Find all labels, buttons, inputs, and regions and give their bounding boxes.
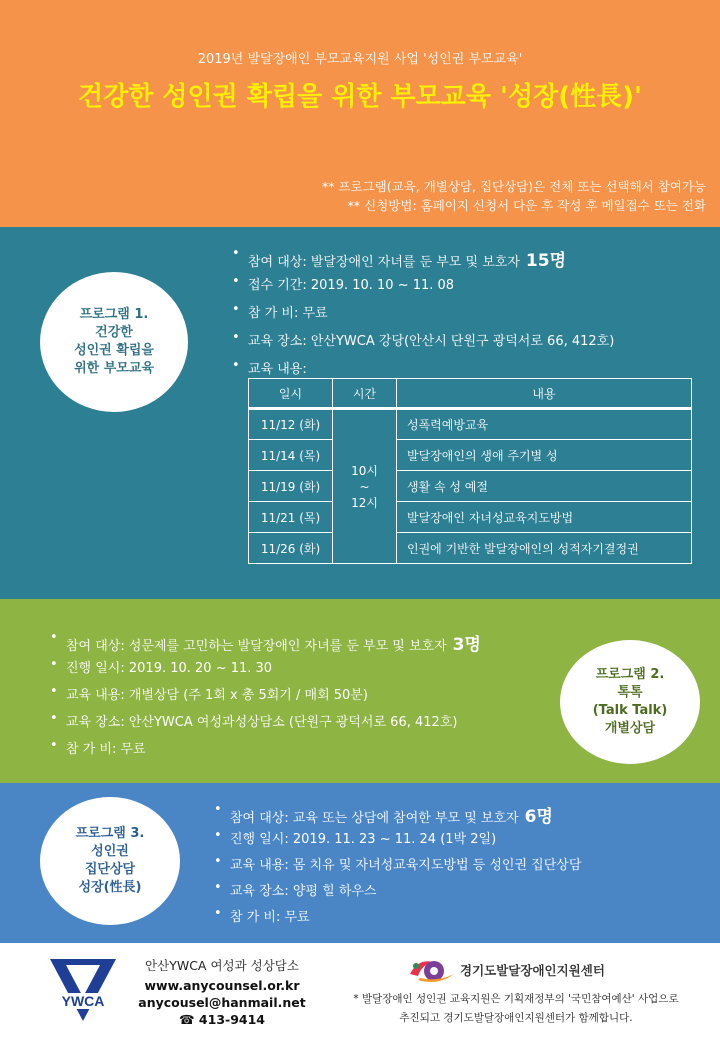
program1-item-text: • 참여 대상: 발달장애인 자녀를 둔 부모 및 보호자 bbox=[248, 255, 520, 270]
program1-circle-line: 건강한 bbox=[95, 325, 133, 340]
org-email-link[interactable]: anycousel@hanmail.net bbox=[138, 995, 306, 1010]
header-note-participation: ** 프로그램(교육, 개별상담, 집단상담)은 전체 또는 선택해서 참여가능 bbox=[321, 179, 706, 194]
table-cell-date: 11/26 (화) bbox=[249, 533, 333, 564]
program3-circle-line: 성인권 bbox=[91, 844, 129, 859]
table-cell-content: 인권에 기반한 발달장애인의 성적자기결정권 bbox=[397, 533, 692, 564]
program3-item bbox=[214, 828, 581, 854]
table-cell-date: 11/21 (목) bbox=[249, 502, 333, 533]
program2-item bbox=[50, 657, 481, 684]
table-header-row bbox=[249, 379, 692, 409]
table-row bbox=[249, 502, 692, 533]
program2-item-text: • 참여 대상: 성문제를 고민하는 발달장애인 자녀를 둔 부모 및 보호자 bbox=[66, 639, 447, 654]
program2-circle-line: 개별상담 bbox=[604, 721, 656, 736]
support-center-logo-icon bbox=[408, 954, 456, 984]
program1-item bbox=[232, 330, 614, 358]
time-line: ~ bbox=[359, 479, 370, 494]
table-cell-date: 11/12 (화) bbox=[249, 409, 333, 440]
program1-capacity: 15명 bbox=[525, 251, 567, 271]
org-website-link[interactable]: www.anycounsel.or.kr bbox=[144, 978, 300, 993]
program3-item-text: • 교육 장소: 양평 힐 하우스 bbox=[230, 884, 377, 899]
time-line: 12시 bbox=[351, 495, 378, 510]
program2-circle-line: 프로그램 2. bbox=[595, 667, 665, 682]
program3-details bbox=[214, 802, 581, 932]
program2-item-text: • 진행 일시: 2019. 10. 20 ~ 11. 30 bbox=[66, 661, 273, 676]
ywca-logo-text: YWCA bbox=[61, 993, 105, 1009]
table-row bbox=[249, 471, 692, 502]
program2-circle-line: (Talk Talk) bbox=[592, 703, 668, 718]
program3-item bbox=[214, 906, 581, 932]
program3-item-text: • 교육 내용: 몸 치유 및 자녀성교육지도방법 등 성인권 집단상담 bbox=[230, 858, 582, 873]
program1-item-text: • 교육 내용: bbox=[248, 362, 307, 377]
program3-item bbox=[214, 802, 581, 828]
footer-note-line: * 발달장애인 성인권 교육지원은 기획재정부의 '국민참여예산' 사업으로 bbox=[353, 993, 679, 1005]
footer-note bbox=[318, 990, 714, 1028]
program1-circle bbox=[40, 272, 188, 412]
program2-details bbox=[50, 630, 481, 765]
program2-capacity: 3명 bbox=[452, 635, 481, 655]
table-row bbox=[249, 409, 692, 440]
header-note-application: ** 신청방법: 홈페이지 신청서 다운 후 작성 후 메일접수 또는 전화 bbox=[347, 198, 706, 213]
program1-item-text: • 접수 기간: 2019. 10. 10 ~ 11. 08 bbox=[248, 278, 455, 293]
ywca-logo-icon bbox=[48, 955, 118, 1025]
program2-item-text: • 참 가 비: 무료 bbox=[66, 742, 146, 757]
program3-capacity: 6명 bbox=[524, 807, 553, 827]
table-cell-date: 11/19 (화) bbox=[249, 471, 333, 502]
table-header-date: 일시 bbox=[249, 379, 333, 409]
program1-item-text: • 참 가 비: 무료 bbox=[248, 306, 328, 321]
table-header-content: 내용 bbox=[397, 379, 692, 409]
program1-circle-line: 위한 부모교육 bbox=[74, 361, 154, 376]
header-subtitle: 2019년 발달장애인 부모교육지원 사업 '성인권 부모교육' bbox=[197, 52, 523, 67]
table-cell-time bbox=[333, 409, 397, 564]
program1-circle-line: 성인권 확립을 bbox=[74, 343, 154, 358]
org-phone: ☎ 413-9414 bbox=[179, 1012, 265, 1027]
program3-item-text: • 참 가 비: 무료 bbox=[230, 910, 310, 925]
program3-item bbox=[214, 880, 581, 906]
table-cell-content: 발달장애인 자녀성교육지도방법 bbox=[397, 502, 692, 533]
header-title: 건강한 성인권 확립을 위한 부모교육 '성장(性長)' bbox=[78, 82, 642, 112]
program1-details bbox=[232, 246, 614, 386]
table-cell-content: 발달장애인의 생애 주기별 성 bbox=[397, 440, 692, 471]
program1-item bbox=[232, 274, 614, 302]
program1-item bbox=[232, 246, 614, 274]
program2-circle-line: 톡톡 bbox=[617, 685, 643, 700]
program2-item bbox=[50, 684, 481, 711]
time-line: 10시 bbox=[351, 463, 378, 478]
program1-item-text: • 교육 장소: 안산YWCA 강당(안산시 단원구 광덕서로 66, 412호) bbox=[248, 334, 615, 349]
table-row bbox=[249, 533, 692, 564]
support-center-name: 경기도발달장애인지원센터 bbox=[460, 963, 605, 978]
program1-circle-line: 프로그램 1. bbox=[79, 307, 149, 322]
program3-circle bbox=[40, 797, 180, 925]
table-cell-content: 성폭력예방교육 bbox=[397, 409, 692, 440]
program2-item bbox=[50, 630, 481, 657]
program2-item-text: • 교육 장소: 안산YWCA 여성과성상담소 (단원구 광덕서로 66, 412호) bbox=[66, 715, 458, 730]
org-name: 안산YWCA 여성과 성상담소 bbox=[145, 958, 299, 973]
program3-circle-line: 프로그램 3. bbox=[75, 826, 145, 841]
program1-schedule-table bbox=[248, 378, 692, 564]
table-cell-date: 11/14 (목) bbox=[249, 440, 333, 471]
program3-item-text: • 참여 대상: 교육 또는 상담에 참여한 부모 및 보호자 bbox=[230, 811, 519, 826]
program3-circle-line: 집단상담 bbox=[84, 862, 136, 877]
table-cell-content: 생활 속 성 예절 bbox=[397, 471, 692, 502]
program2-circle bbox=[560, 640, 700, 764]
program1-item bbox=[232, 302, 614, 330]
footer-note-line: 추진되고 경기도발달장애인지원센터가 함께합니다. bbox=[399, 1012, 633, 1024]
program2-item bbox=[50, 738, 481, 765]
table-row bbox=[249, 440, 692, 471]
program2-item bbox=[50, 711, 481, 738]
program2-item-text: • 교육 내용: 개별상담 (주 1회 x 총 5회기 / 매회 50분) bbox=[66, 688, 368, 703]
program3-circle-line: 성장(性長) bbox=[78, 880, 142, 895]
program3-item bbox=[214, 854, 581, 880]
table-header-time: 시간 bbox=[333, 379, 397, 409]
program3-item-text: • 진행 일시: 2019. 11. 23 ~ 11. 24 (1박 2일) bbox=[230, 832, 497, 847]
